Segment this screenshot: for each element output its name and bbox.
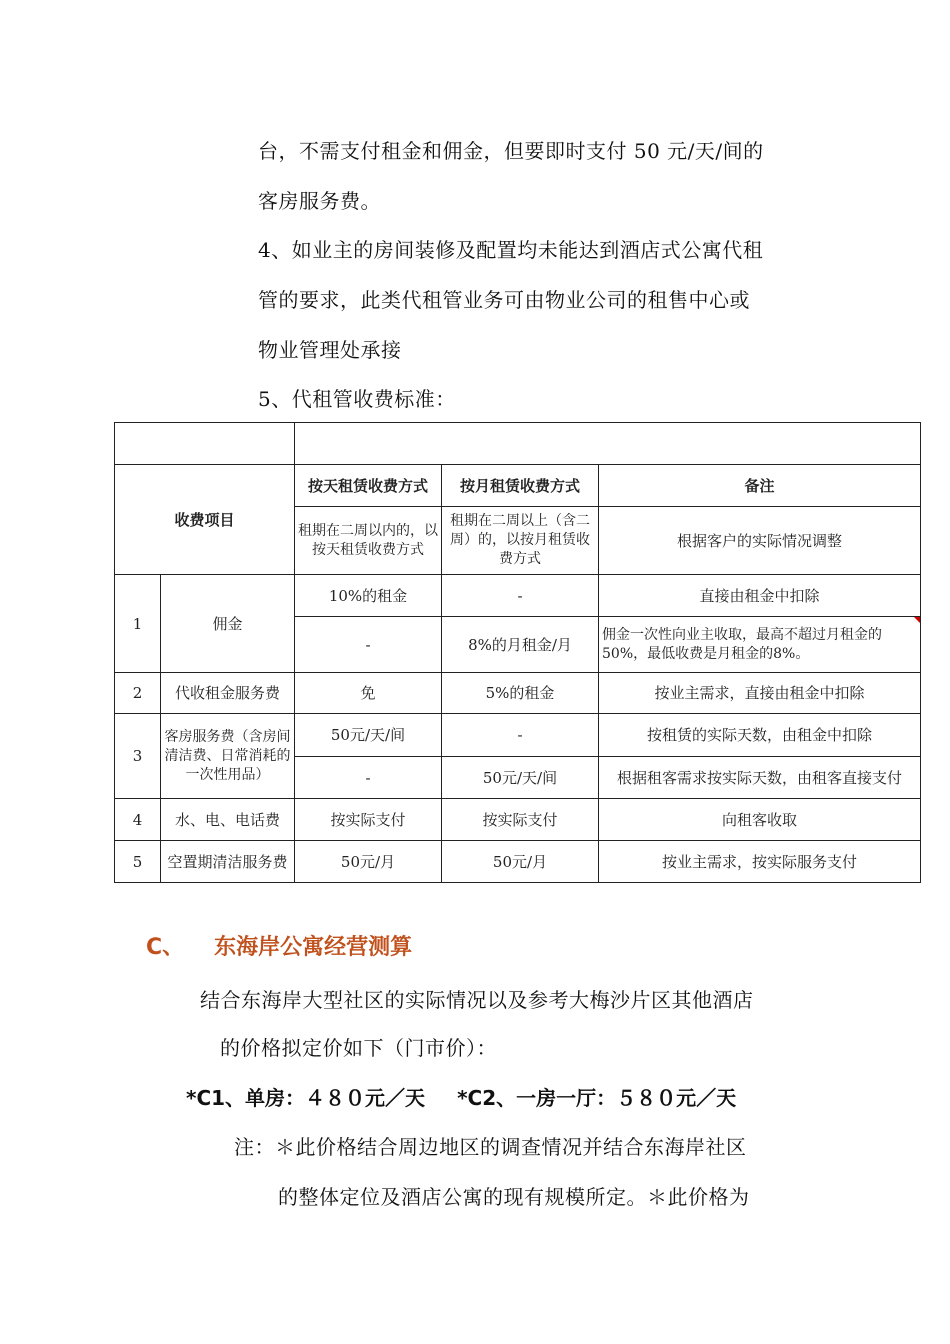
section-letter: C、 [146,935,185,960]
row-number: 2 [115,673,161,714]
cell-remark: 向租客收取 [599,799,921,841]
cell-remark: 直接由租金中扣除 [599,575,921,617]
comment-marker-icon [914,617,920,623]
body-line-3: 4、如业主的房间装修及配置均未能达到酒店式公寓代租 [258,238,764,262]
empty-cell [115,423,295,465]
section-title: 东海岸公寓经营测算 [214,935,413,960]
fee-table [114,422,921,883]
table-row [115,673,921,714]
row-name: 水、电、电话费 [161,799,295,841]
header-row [115,465,921,507]
cell-monthly: 按实际支付 [442,799,599,841]
cell-remark: 根据租客需求按实际天数，由租客直接支付 [599,757,921,799]
cell-daily: 免 [295,673,442,714]
price-line [186,1082,736,1111]
cell-daily: - [295,617,442,673]
row-name: 客房服务费（含房间清洁费、日常消耗的一次性用品） [161,714,295,799]
section-heading [146,930,412,961]
cell-daily: 50元/月 [295,841,442,883]
note-line-1: 注：＊此价格结合周边地区的调查情况并结合东海岸社区 [234,1135,747,1159]
price-c1: *C1、单房：４８０元／天 [186,1086,426,1110]
empty-cell [295,423,921,465]
row-number: 5 [115,841,161,883]
subheader-daily: 租期在二周以内的，以按天租赁收费方式 [295,507,442,575]
table-row [115,841,921,883]
cell-monthly: - [442,575,599,617]
table-row [115,799,921,841]
body-line-6: 5、代租管收费标准： [258,387,456,411]
cell-monthly: 8%的月租金/月 [442,617,599,673]
cell-monthly: 5%的租金 [442,673,599,714]
body-line-5: 物业管理处承接 [258,338,402,362]
cell-daily: 10%的租金 [295,575,442,617]
row-name: 佣金 [161,575,295,673]
table-row [115,714,921,757]
cell-monthly: 50元/月 [442,841,599,883]
row-name: 代收租金服务费 [161,673,295,714]
cell-remark: 按业主需求，直接由租金中扣除 [599,673,921,714]
cell-monthly: - [442,714,599,757]
price-c2: *C2、一房一厅：５８０元／天 [457,1086,737,1110]
para-c-line-1: 结合东海岸大型社区的实际情况以及参考大梅沙片区其他酒店 [200,988,754,1012]
cell-remark: 按业主需求，按实际服务支付 [599,841,921,883]
body-line-2: 客房服务费。 [258,189,381,213]
cell-monthly: 50元/天/间 [442,757,599,799]
header-daily: 按天租赁收费方式 [295,465,442,507]
cell-daily: 按实际支付 [295,799,442,841]
body-line-1: 台，不需支付租金和佣金，但要即时支付 50 元/天/间的 [258,139,764,163]
cell-daily: 50元/天/间 [295,714,442,757]
row-number: 3 [115,714,161,799]
empty-row [115,423,921,465]
cell-remark: 佣金一次性向业主收取，最高不超过月租金的50%，最低收费是月租金的8%。 [599,617,921,673]
row-name: 空置期清洁服务费 [161,841,295,883]
note-line-2: 的整体定位及酒店公寓的现有规模所定。＊此价格为 [278,1185,750,1209]
header-item: 收费项目 [115,465,295,575]
cell-remark: 按租赁的实际天数，由租金中扣除 [599,714,921,757]
subheader-remark: 根据客户的实际情况调整 [599,507,921,575]
cell-daily: - [295,757,442,799]
table-row [115,575,921,617]
row-number: 1 [115,575,161,673]
header-remark: 备注 [599,465,921,507]
para-c-line-2: 的价格拟定价如下（门市价）： [220,1036,497,1060]
body-line-4: 管的要求，此类代租管业务可由物业公司的租售中心或 [258,288,750,312]
subheader-monthly: 租期在二周以上（含二周）的，以按月租赁收费方式 [442,507,599,575]
header-monthly: 按月租赁收费方式 [442,465,599,507]
row-number: 4 [115,799,161,841]
